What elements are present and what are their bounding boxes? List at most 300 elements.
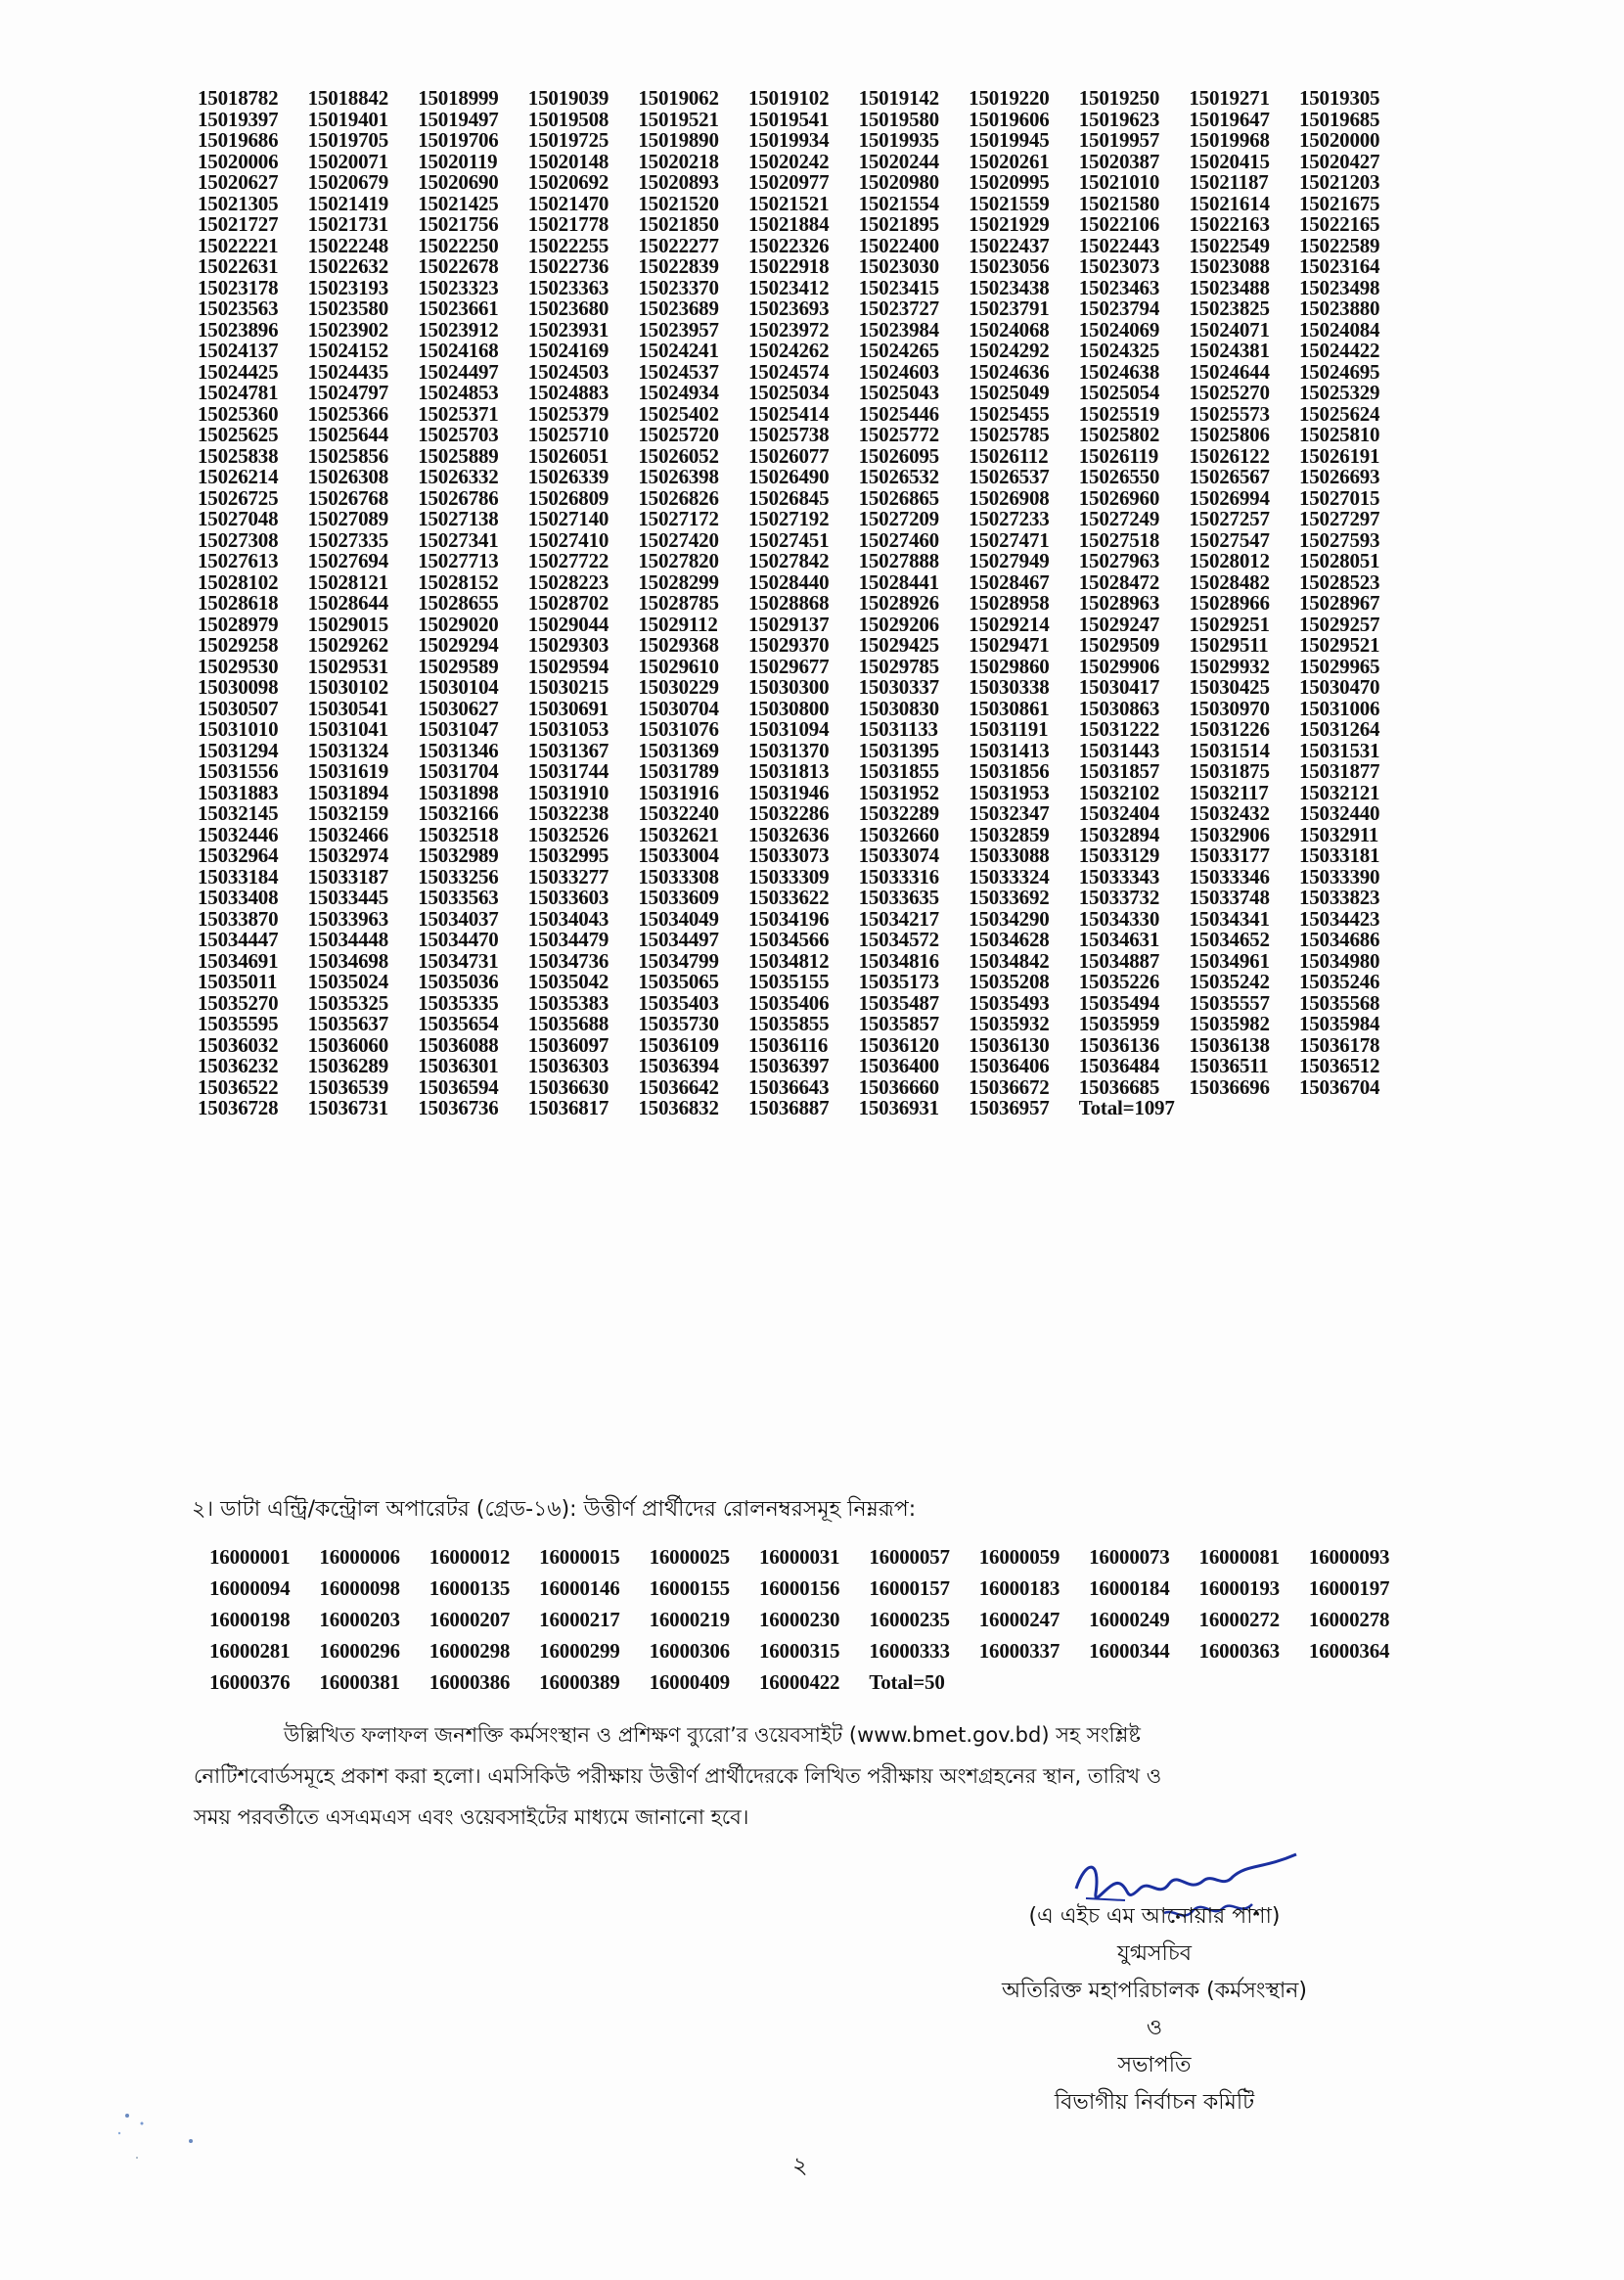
roll-number: 16000081: [1198, 1545, 1280, 1569]
roll-number: 15033963: [307, 906, 388, 931]
roll-number: 15019508: [527, 107, 609, 131]
roll-number: 15026339: [527, 465, 609, 488]
roll-number: 15032859: [969, 822, 1050, 846]
roll-number: 15025379: [527, 401, 609, 426]
roll-number: 15023073: [1078, 254, 1160, 278]
roll-number: 15027341: [418, 527, 499, 552]
roll-number: 15029589: [418, 654, 499, 678]
roll-number: 15019220: [969, 86, 1050, 110]
roll-number: 15036512: [1298, 1054, 1380, 1077]
roll-number: 15027820: [638, 549, 719, 572]
roll-number: 15025371: [418, 401, 499, 426]
roll-number: 15026308: [307, 465, 388, 488]
roll-number: 16000422: [758, 1670, 840, 1694]
roll-number: 15036484: [1078, 1054, 1160, 1077]
roll-number: 15025573: [1189, 401, 1270, 426]
roll-number: 15024781: [198, 381, 279, 404]
roll-number: 15032121: [1298, 780, 1380, 804]
roll-number: 15028958: [969, 591, 1050, 615]
roll-number: 15029610: [638, 654, 719, 678]
roll-number: 15036060: [307, 1032, 388, 1057]
roll-number: 16000364: [1308, 1639, 1390, 1663]
roll-number: 15033088: [969, 844, 1050, 867]
roll-number: 15032286: [747, 801, 830, 825]
roll-number: 15028979: [198, 612, 279, 636]
roll-number: 15034887: [1078, 948, 1160, 973]
roll-number: 15027233: [969, 507, 1050, 530]
roll-number: 15023680: [527, 296, 609, 320]
roll-number: 16000059: [978, 1545, 1060, 1569]
roll-number: 15019705: [307, 128, 388, 152]
roll-number: 15028051: [1298, 549, 1380, 572]
roll-number: 15034631: [1078, 928, 1160, 951]
roll-number: 15028467: [969, 570, 1050, 594]
roll-number: 15027888: [858, 549, 939, 572]
roll-number: 15020071: [307, 149, 388, 173]
roll-number: 15019580: [858, 107, 939, 131]
roll-number: 15033316: [858, 864, 939, 889]
roll-number: 15020627: [198, 170, 279, 194]
roll-number: 15031395: [858, 738, 939, 762]
roll-number: 15028102: [198, 570, 279, 594]
roll-number: 15027308: [198, 527, 279, 552]
roll-number: 15029251: [1189, 612, 1270, 636]
roll-number: 15025710: [527, 423, 609, 446]
roll-number: 15025270: [1189, 381, 1270, 404]
roll-number: 15031047: [418, 717, 499, 741]
roll-number: 15025519: [1078, 401, 1160, 426]
roll-number: 15032440: [1298, 801, 1380, 825]
roll-number: 15024797: [307, 381, 388, 404]
roll-number: 15021419: [307, 191, 388, 215]
roll-number: 15034037: [418, 906, 499, 931]
roll-number: 15024883: [527, 381, 609, 404]
roll-number: 15029294: [418, 633, 499, 657]
scan-specks: [98, 2104, 245, 2192]
roll-number: 15021929: [969, 212, 1050, 236]
roll-number: 15030691: [527, 696, 609, 720]
roll-number: 15031133: [858, 717, 938, 741]
roll-number: 15025625: [198, 423, 279, 446]
roll-number: 15019945: [969, 128, 1050, 152]
roll-number: 15019397: [198, 107, 279, 131]
roll-number: 15034961: [1189, 948, 1270, 973]
roll-number: 15030800: [747, 696, 830, 720]
signatory-conjunction: ও: [1146, 2016, 1163, 2040]
roll-number: 15027138: [418, 507, 499, 530]
roll-number: 15034816: [858, 948, 939, 973]
roll-number: 15019685: [1298, 107, 1380, 131]
roll-number: 15033346: [1189, 864, 1270, 889]
roll-number: 15029860: [969, 654, 1050, 678]
roll-number: 15027410: [527, 527, 609, 552]
roll-number: 15022250: [418, 233, 499, 257]
roll-number: 15028702: [527, 591, 609, 615]
roll-number: 15026112: [969, 443, 1049, 468]
roll-number: 15026845: [747, 485, 830, 510]
roll-number: 15036660: [858, 1074, 939, 1099]
roll-number: 15030229: [638, 675, 719, 699]
roll-number: 15033609: [638, 886, 719, 909]
roll-number: 15023412: [747, 275, 830, 299]
roll-number: 16000098: [319, 1576, 400, 1600]
roll-number: 15022589: [1298, 233, 1380, 257]
roll-number: 15032432: [1189, 801, 1270, 825]
roll-number: 16000184: [1089, 1576, 1170, 1600]
roll-number: 15026332: [418, 465, 499, 488]
roll-number: 15034497: [638, 928, 719, 951]
roll-number: 15028299: [638, 570, 719, 594]
roll-number: 16000093: [1308, 1545, 1390, 1569]
roll-number: 16000157: [869, 1576, 950, 1600]
roll-number: 15020261: [969, 149, 1050, 173]
roll-number: 15025402: [638, 401, 719, 426]
roll-number: 15029044: [527, 612, 609, 636]
roll-number: 15025455: [969, 401, 1050, 426]
roll-number: 15030830: [858, 696, 939, 720]
roll-number: 15032660: [858, 822, 939, 846]
roll-number: 15026214: [198, 465, 279, 488]
roll-number: 15019142: [858, 86, 939, 110]
roll-number: 15028868: [747, 591, 830, 615]
roll-number: 15035637: [307, 1012, 388, 1035]
roll-number: 15029521: [1298, 633, 1380, 657]
roll-number: 16000306: [649, 1639, 730, 1663]
roll-number: 16000183: [978, 1576, 1060, 1600]
roll-number: 15036704: [1298, 1074, 1380, 1099]
roll-number: 16000006: [319, 1545, 400, 1569]
roll-number: 16000193: [1198, 1576, 1280, 1600]
roll-number: 15034698: [307, 948, 388, 973]
roll-number: 15026908: [969, 485, 1050, 510]
roll-number: 15031094: [747, 717, 830, 741]
roll-number: 15019250: [1078, 86, 1160, 110]
roll-number: 15026051: [527, 443, 609, 468]
roll-number: 15035932: [969, 1012, 1050, 1035]
roll-number: 15035383: [527, 990, 609, 1015]
roll-number: 15029594: [527, 654, 609, 678]
roll-number: 15036289: [307, 1054, 388, 1077]
roll-number: 15019934: [747, 128, 830, 152]
roll-number: 16000094: [209, 1576, 291, 1600]
roll-number: 15029906: [1078, 654, 1160, 678]
roll-number: 15024137: [198, 339, 279, 362]
roll-number: 15022255: [527, 233, 609, 257]
roll-number: 15034341: [1189, 906, 1270, 931]
roll-number: 15023957: [638, 317, 719, 342]
roll-number: 15018842: [307, 86, 388, 110]
total-count: Total=50: [869, 1670, 945, 1694]
roll-number: 15020387: [1078, 149, 1160, 173]
roll-number: 15027140: [527, 507, 609, 530]
roll-number: 16000337: [978, 1639, 1060, 1663]
roll-number: 15036303: [527, 1054, 609, 1077]
roll-number: 15035208: [969, 970, 1050, 993]
roll-number: 15034736: [527, 948, 609, 973]
roll-number: 15024638: [1078, 359, 1160, 384]
roll-number: 16000198: [209, 1608, 291, 1631]
roll-number: 15030417: [1078, 675, 1160, 699]
roll-number: 15031556: [198, 759, 279, 783]
roll-number: 15031704: [418, 759, 499, 783]
roll-number: 16000389: [539, 1670, 620, 1694]
roll-number: 15035493: [969, 990, 1050, 1015]
signatory-committee: বিভাগীয় নির্বাচন কমিটি: [1054, 2090, 1255, 2115]
roll-number: 15023370: [638, 275, 719, 299]
roll-number: 15030627: [418, 696, 499, 720]
roll-number: 15032636: [747, 822, 830, 846]
roll-number: 15025446: [858, 401, 939, 426]
roll-number: 15028152: [418, 570, 499, 594]
roll-number: 15030338: [969, 675, 1050, 699]
roll-number: 15032240: [638, 801, 719, 825]
roll-number: 15026398: [638, 465, 719, 488]
section-2-heading: ২। ডাটা এন্ট্রি/কন্ট্রোল অপারেটর (গ্রেড-১৬): উত্তীর্ণ প্রার্থীদের রোলনম্বরসমূহ নিম্নরূপ:: [192, 1497, 917, 1522]
roll-number: 15035855: [747, 1012, 830, 1035]
roll-number: 15025624: [1298, 401, 1380, 426]
roll-number: 15021559: [969, 191, 1050, 215]
roll-number: 15030704: [638, 696, 719, 720]
roll-number: 15030104: [418, 675, 499, 699]
roll-number: 15027420: [638, 527, 719, 552]
roll-number: 15036406: [969, 1054, 1050, 1077]
roll-number: 15018999: [418, 86, 499, 110]
roll-number: 15025889: [418, 443, 499, 468]
roll-number: 15027451: [747, 527, 830, 552]
roll-number: 15030507: [198, 696, 279, 720]
page-number: ২: [792, 2152, 808, 2179]
roll-number: 15035246: [1298, 970, 1380, 993]
roll-number: 16000298: [429, 1639, 511, 1663]
roll-number: 15022631: [198, 254, 279, 278]
roll-number: 16000217: [539, 1608, 620, 1631]
roll-number: 16000025: [649, 1545, 730, 1569]
roll-number: 15022437: [969, 233, 1050, 257]
roll-number: 15031346: [418, 738, 499, 762]
roll-number: 15026122: [1189, 443, 1270, 468]
roll-number: 15036672: [969, 1074, 1050, 1099]
roll-number: 16000333: [869, 1639, 950, 1663]
roll-number: 15025856: [307, 443, 388, 468]
roll-number: 15028121: [307, 570, 388, 594]
roll-number: 15024292: [969, 339, 1050, 362]
roll-number: 15026567: [1189, 465, 1270, 488]
roll-number: 15024695: [1298, 359, 1380, 384]
roll-number: 15023902: [307, 317, 388, 342]
roll-number: 15019271: [1189, 86, 1270, 110]
roll-number: 15031413: [969, 738, 1050, 762]
roll-number: 15033870: [198, 906, 279, 931]
roll-number: 15019935: [858, 128, 939, 152]
roll-number: 16000135: [429, 1576, 511, 1600]
roll-number: 15022221: [198, 233, 279, 257]
roll-number: 15031294: [198, 738, 279, 762]
roll-number: 15020893: [638, 170, 719, 194]
roll-number: 15031443: [1078, 738, 1160, 762]
roll-number: 15026077: [747, 443, 830, 468]
roll-number: 15019623: [1078, 107, 1160, 131]
roll-number: 15020119: [418, 149, 498, 173]
roll-number: 15020692: [527, 170, 609, 194]
roll-number: 15025360: [198, 401, 279, 426]
roll-number: 15033309: [747, 864, 830, 889]
roll-number: 15023912: [418, 317, 499, 342]
roll-number: 15031856: [969, 759, 1050, 783]
roll-number: 15032102: [1078, 780, 1160, 804]
roll-number: 15036832: [638, 1096, 719, 1119]
roll-number: 15022678: [418, 254, 499, 278]
roll-number: 15026693: [1298, 465, 1380, 488]
roll-number: 15031813: [747, 759, 830, 783]
roll-number: 16000376: [209, 1670, 291, 1694]
roll-number: 15031191: [969, 717, 1049, 741]
roll-number: 15031324: [307, 738, 388, 762]
roll-number: 15029257: [1298, 612, 1380, 636]
signatory-chair: সভাপতি: [1117, 2053, 1192, 2077]
roll-number: 15035487: [858, 990, 939, 1015]
roll-number: 15033603: [527, 886, 609, 909]
roll-number: 15036400: [858, 1054, 939, 1077]
roll-number: 15034980: [1298, 948, 1380, 973]
roll-number: 16000012: [429, 1545, 511, 1569]
roll-number: 15036032: [198, 1032, 279, 1057]
roll-number: 15019957: [1078, 128, 1160, 152]
roll-number: 15035568: [1298, 990, 1380, 1015]
roll-number: 15028966: [1189, 591, 1270, 615]
roll-number: 15035011: [198, 970, 278, 993]
roll-number: 15021895: [858, 212, 939, 236]
roll-number: 16000386: [429, 1670, 511, 1694]
roll-number: 15029258: [198, 633, 279, 657]
roll-number: 15020995: [969, 170, 1050, 194]
roll-number: 16000235: [869, 1608, 950, 1631]
roll-number: 15026052: [638, 443, 719, 468]
roll-number: 15032621: [638, 822, 719, 846]
roll-number: 15022106: [1078, 212, 1160, 236]
roll-number: 15024068: [969, 317, 1050, 342]
roll-number: 15023689: [638, 296, 719, 320]
roll-number: 15028482: [1189, 570, 1270, 594]
roll-number: 15034572: [858, 928, 939, 951]
roll-number: 16000230: [758, 1608, 840, 1631]
roll-number: 15031010: [198, 717, 279, 741]
roll-number: 15024497: [418, 359, 499, 384]
roll-number: 15024152: [307, 339, 388, 362]
roll-number: 15028926: [858, 591, 939, 615]
roll-number: 15036696: [1189, 1074, 1270, 1099]
roll-number: 15025043: [858, 381, 939, 404]
roll-number: 15028440: [747, 570, 830, 594]
roll-number: 15033748: [1189, 886, 1270, 909]
roll-number: 15020000: [1298, 128, 1380, 152]
roll-number: 15032466: [307, 822, 388, 846]
roll-number: 15031789: [638, 759, 719, 783]
roll-number: 15026537: [969, 465, 1050, 488]
roll-number: 15031619: [307, 759, 388, 783]
signatory-designation: যুগ্মসচিব: [1117, 1941, 1192, 1966]
roll-number: 15033408: [198, 886, 279, 909]
roll-number: 15032347: [969, 801, 1050, 825]
roll-number: 15022549: [1189, 233, 1270, 257]
roll-number: 15023825: [1189, 296, 1270, 320]
roll-number: 15020242: [747, 149, 830, 173]
roll-number: 15023794: [1078, 296, 1160, 320]
roll-number: 15035155: [747, 970, 830, 993]
roll-number: 15035065: [638, 970, 719, 993]
roll-number: 15028963: [1078, 591, 1160, 615]
roll-number: 15034290: [969, 906, 1050, 931]
roll-number: 15025366: [307, 401, 388, 426]
roll-number: 15027335: [307, 527, 388, 552]
roll-number: 15033073: [747, 844, 830, 867]
roll-number: 15036232: [198, 1054, 279, 1077]
roll-number: 15023880: [1298, 296, 1380, 320]
roll-number: 15029932: [1189, 654, 1270, 678]
roll-number: 15035242: [1189, 970, 1270, 993]
roll-number: 15023661: [418, 296, 499, 320]
roll-number: 15024422: [1298, 339, 1380, 362]
roll-number: 15023931: [527, 317, 609, 342]
roll-number: 15035226: [1078, 970, 1160, 993]
roll-number: 15021884: [747, 212, 830, 236]
roll-number: 16000247: [978, 1608, 1060, 1631]
roll-number: 15023727: [858, 296, 939, 320]
roll-number: 15031857: [1078, 759, 1160, 783]
roll-number: 15034330: [1078, 906, 1160, 931]
roll-number: 15032526: [527, 822, 609, 846]
roll-number: 15033563: [418, 886, 499, 909]
roll-number: 15034196: [747, 906, 830, 931]
roll-number: 15034479: [527, 928, 609, 951]
roll-number: 15021520: [638, 191, 719, 215]
roll-number: 15035654: [418, 1012, 499, 1035]
roll-number: 15033256: [418, 864, 499, 889]
roll-number: 15034686: [1298, 928, 1380, 951]
roll-number: 15019305: [1298, 86, 1380, 110]
roll-number: 15021614: [1189, 191, 1270, 215]
roll-number: 15026191: [1298, 443, 1380, 468]
total-count: Total=1097: [1078, 1096, 1175, 1119]
roll-number: 16000381: [319, 1670, 400, 1694]
roll-number: 15035403: [638, 990, 719, 1015]
roll-number: 15029368: [638, 633, 719, 657]
roll-number: 15024262: [747, 339, 830, 362]
roll-number: 16000249: [1089, 1608, 1170, 1631]
roll-number-table-2: [209, 1541, 1422, 1698]
roll-number: 15019606: [969, 107, 1050, 131]
roll-number: 15032995: [527, 844, 609, 867]
roll-number: 15023030: [858, 254, 939, 278]
roll-number: 15031894: [307, 780, 388, 804]
roll-number: 15033004: [638, 844, 719, 867]
roll-number: 15035335: [418, 990, 499, 1015]
roll-number: 15020679: [307, 170, 388, 194]
roll-number: 15029262: [307, 633, 388, 657]
roll-number: 15027842: [747, 549, 830, 572]
roll-number: 15025054: [1078, 381, 1160, 404]
roll-number: 15033622: [747, 886, 830, 909]
roll-number: 15033732: [1078, 886, 1160, 909]
roll-number: 15021675: [1298, 191, 1380, 215]
roll-number: 15022918: [747, 254, 830, 278]
roll-number: 15019706: [418, 128, 499, 152]
roll-number: 15019541: [747, 107, 830, 131]
roll-number: 15025738: [747, 423, 830, 446]
roll-number: 15027613: [198, 549, 279, 572]
roll-number: 15033692: [969, 886, 1050, 909]
roll-number: 15030861: [969, 696, 1050, 720]
roll-number: 15029112: [638, 612, 718, 636]
